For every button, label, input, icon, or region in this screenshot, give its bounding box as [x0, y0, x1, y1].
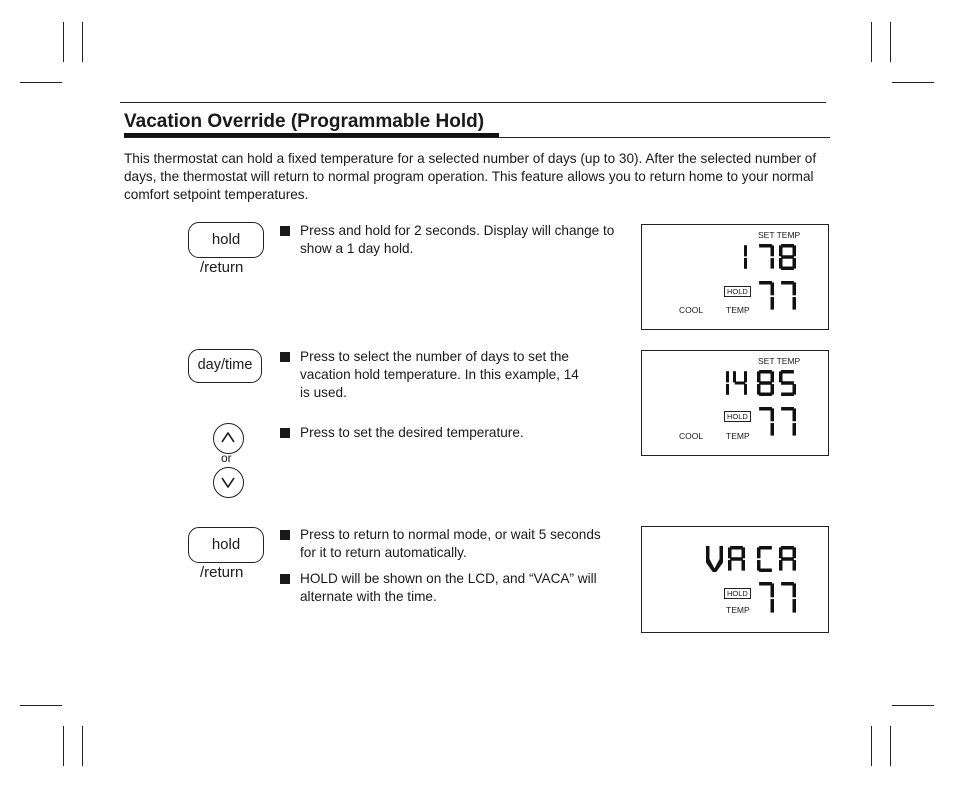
step1-instruction: Press and hold for 2 seconds. Display will change to show a 1 day hold.	[280, 222, 625, 258]
crop-mark	[82, 726, 83, 766]
temp-label: TEMP	[726, 605, 750, 615]
crop-mark	[890, 726, 891, 766]
lcd-day-digit	[744, 245, 747, 269]
bullet-square	[280, 530, 290, 540]
crop-mark	[890, 22, 891, 62]
bullet-square	[280, 352, 290, 362]
hold-button-label: hold	[211, 231, 241, 248]
top-rule	[120, 102, 826, 103]
crop-mark	[63, 22, 64, 62]
lcd-setpoint-digit	[779, 244, 796, 270]
crop-mark	[20, 82, 62, 83]
hold-indicator: HOLD	[724, 588, 751, 599]
step4-instruction-2: HOLD will be shown on the LCD, and “VACA” will alternate with the time.	[280, 570, 620, 606]
temp-label: TEMP	[726, 431, 750, 441]
lcd-day-digit	[733, 371, 747, 395]
day-time-button[interactable]	[188, 349, 262, 383]
lcd-segments-3	[642, 527, 827, 631]
down-arrow-icon	[214, 468, 242, 496]
crop-mark	[20, 705, 62, 706]
hold-indicator: HOLD	[724, 411, 751, 422]
lcd-room-temp-digit	[759, 407, 774, 436]
lcd-display-2	[641, 350, 829, 456]
lcd-setpoint-digit	[779, 370, 796, 396]
crop-mark	[892, 705, 934, 706]
lcd-message-char	[706, 546, 723, 572]
step2-instruction: Press to select the number of days to set the vacation hold temperature. In this example, 14 is used.	[280, 348, 590, 402]
bullet-square	[280, 428, 290, 438]
set-temp-label: SET TEMP	[758, 230, 801, 240]
day-time-button-label: day/time	[197, 357, 253, 373]
temp-label: TEMP	[726, 305, 750, 315]
hold-indicator: HOLD	[724, 286, 751, 297]
title-rule	[124, 137, 830, 138]
lcd-room-temp-digit	[781, 281, 796, 310]
step4-instruction-1: Press to return to normal mode, or wait 5 seconds for it to return automatically.	[280, 526, 620, 562]
lcd-message-char	[779, 546, 796, 571]
page-title: Vacation Override (Programmable Hold)	[124, 111, 485, 132]
mode-label: COOL	[679, 431, 704, 441]
lcd-display-3	[641, 526, 829, 633]
crop-mark	[871, 22, 872, 62]
up-button[interactable]	[213, 423, 244, 454]
step3-instruction: Press to set the desired temperature.	[280, 424, 610, 442]
lcd-day-digit	[726, 371, 729, 395]
lcd-room-temp-digit	[781, 582, 796, 613]
lcd-room-temp-digit	[759, 582, 774, 613]
lcd-room-temp-digit	[781, 407, 796, 436]
lcd-setpoint-digit	[759, 244, 774, 269]
bullet-square	[280, 226, 290, 236]
lcd-message-char	[757, 546, 772, 572]
intro-paragraph: This thermostat can hold a fixed temperature for a selected number of days (up to 30). After the selected number of days, the thermostat will return to normal program operation. This feature allows you to return home to your normal comfort setpoint temperatures.	[124, 151, 817, 202]
crop-mark	[82, 22, 83, 62]
lcd-setpoint-digit	[757, 370, 774, 396]
crop-mark	[892, 82, 934, 83]
down-button[interactable]	[213, 467, 244, 498]
hold-button[interactable]	[188, 222, 264, 258]
crop-mark	[871, 726, 872, 766]
crop-mark	[63, 726, 64, 766]
return-label: /return	[200, 259, 244, 276]
set-temp-label: SET TEMP	[758, 356, 801, 366]
hold-button[interactable]	[188, 527, 264, 563]
return-label: /return	[200, 564, 244, 581]
or-label: or	[221, 451, 232, 465]
bullet-square	[280, 574, 290, 584]
lcd-display-1	[641, 224, 829, 330]
up-arrow-icon	[214, 424, 242, 452]
mode-label: COOL	[679, 305, 704, 315]
hold-button-label: hold	[211, 536, 241, 553]
lcd-message-char	[728, 546, 745, 571]
lcd-room-temp-digit	[759, 281, 774, 310]
